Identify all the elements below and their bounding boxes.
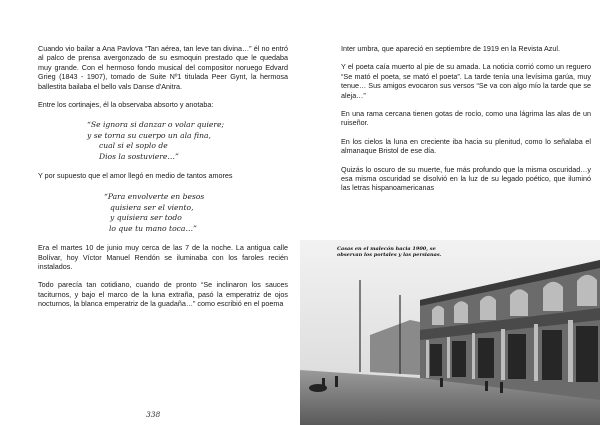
page-number: 338 — [146, 410, 161, 419]
paragraph: En una rama cercana tienen gotas de rocío, como una lágrima las alas de un ruiseñor. — [341, 109, 591, 128]
paragraph: Cuando vio bailar a Ana Pavlova “Tan aérea, tan leve tan divina…” él no entró al palco de prensa avergonzado de su esmoquin prestado que le quedaba muy grande. Con el hermoso fondo musical del compositor noruego Edvard Grieg (1843 - 1907), tomado de Suite Nº1 titulada Peer Gynt, la hermosa ballestita bailaba el bello vals Danse d'Anitra. — [38, 44, 288, 91]
right-page-text — [341, 44, 591, 193]
poem-stanza — [104, 192, 288, 234]
poem-line: “Para envolverte en besos — [104, 192, 205, 202]
paragraph: Todo parecía tan cotidiano, cuando de pronto “Se inclinaron los sauces taciturnos, y bajo el marco de la luna extraña, pasó la emperatriz de ojos nocturnos, la blanca emperatriz de la guadaña…” como escribió en el poema — [38, 280, 288, 309]
left-page-text — [38, 44, 288, 309]
poem-line: y quisiera ser todo — [110, 213, 182, 223]
poem-line: quisiera ser el viento, — [110, 202, 194, 212]
paragraph: Y por supuesto que el amor llegó en medio de tantos amores — [38, 171, 233, 181]
poem-line: “Se ignora si danzar o volar quiere; — [87, 120, 225, 130]
poem-line: lo que tu mano toca…” — [109, 223, 197, 233]
paragraph: En los cielos la luna en creciente iba hacia su plenitud, como lo señalaba el almanaque Bristol de ese día. — [341, 136, 591, 156]
poem-line: y se torna su cuerpo un ala fina, — [87, 130, 211, 140]
historic-street-photo — [300, 240, 600, 425]
paragraph: Era el martes 10 de junio muy cerca de las 7 de la noche. La antigua calle Bolívar, hoy Víctor Manuel Rendón se iluminaba con los faroles recién instalados. — [38, 243, 288, 271]
poem-stanza — [87, 120, 288, 162]
paragraph: Y el poeta caía muerto al pie de su amada. La noticia corrió como un reguero “Se mató el poeta, se mató el poeta”. La tarde tenía una levísima garúa, muy tenue… Sus amigos evocaron sus versos “Se va con algo mío la tarde que se aleja…” — [341, 62, 591, 100]
photo-illustration — [300, 240, 600, 425]
poem-line: cual si el soplo de — [99, 141, 168, 151]
paragraph: Quizás lo oscuro de su muerte, fue más profundo que la misma oscuridad…y esa misma oscuridad se disolvió en la luz de su legado poético, que iluminó las letras hispanoamericanas — [341, 164, 591, 193]
photo-caption: Casas en el malecón hacia 1900, se observan los portales y las persianas. — [337, 246, 442, 259]
paragraph: Entre los cortinajes, él la observaba absorto y anotaba: — [38, 100, 214, 110]
right-page — [300, 0, 600, 425]
paragraph: Inter umbra, que apareció en septiembre de 1919 en la Revista Azul. — [341, 44, 560, 53]
poem-line: Dios la sostuviere…” — [99, 151, 179, 161]
